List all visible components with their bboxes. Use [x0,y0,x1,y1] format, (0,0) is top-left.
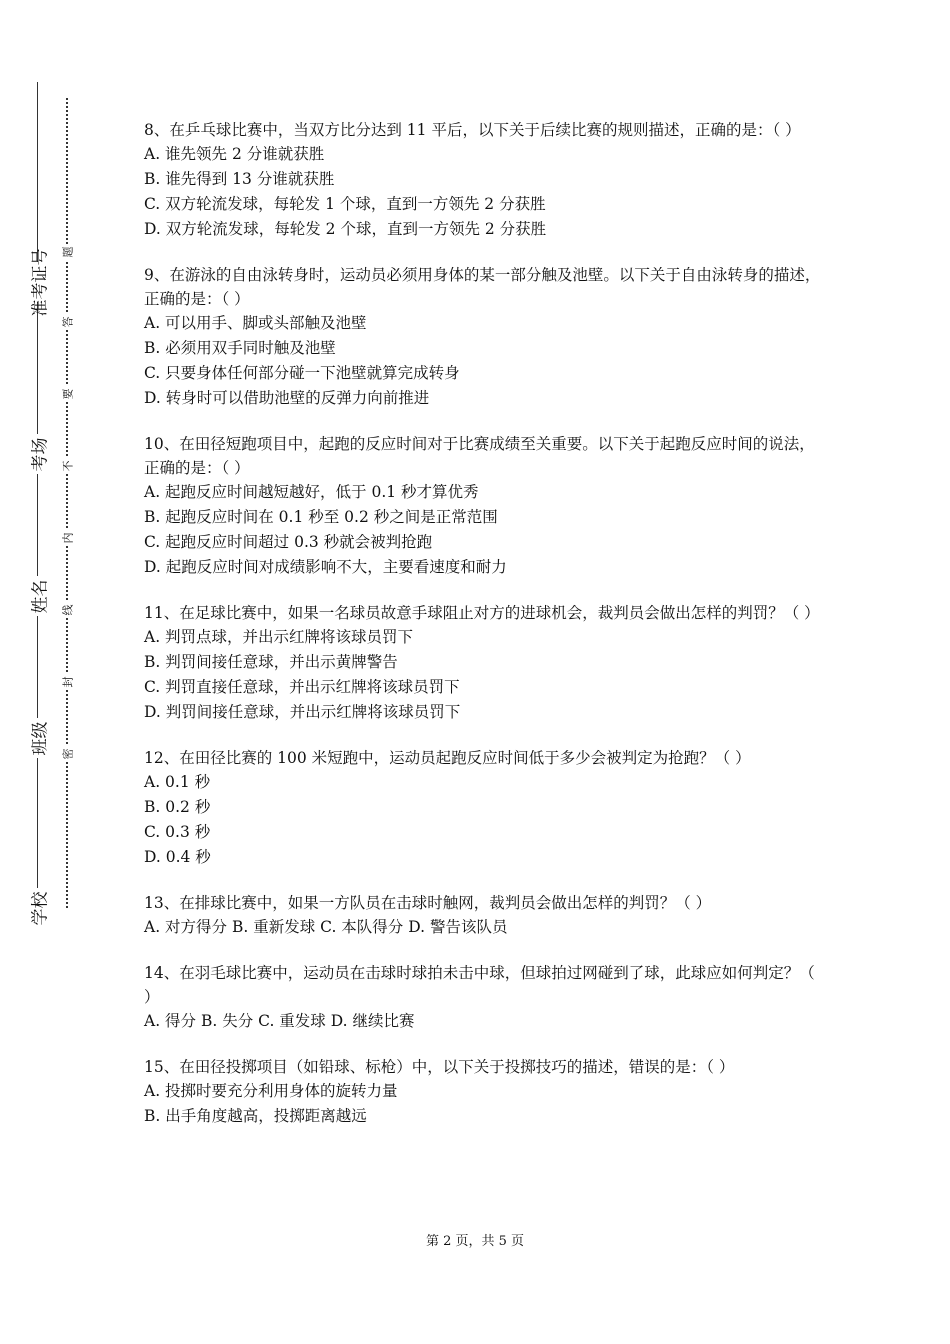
option-a: A. 0.1 秒 [144,773,211,791]
question-text: 15、在田径投掷项目（如铅球、标枪）中，以下关于投掷技巧的描述，错误的是：（ ） [144,1058,735,1076]
seal-char: 线 [59,602,75,618]
question-15 [144,1055,824,1129]
question-8 [144,118,824,242]
option-d: D. 双方轮流发球，每轮发 2 个球，直到一方领先 2 分获胜 [144,220,547,238]
class-label: 班级 [20,718,56,758]
question-text: 11、在足球比赛中，如果一名球员故意手球阻止对方的进球机会，裁判员会做出怎样的判罚？（ ） [144,604,820,622]
question-text: 14、在羽毛球比赛中，运动员在击球时球拍未击中球，但球拍过网碰到了球，此球应如何判定？（ ） [144,964,815,1006]
seal-char: 内 [59,530,75,546]
seal-char: 不 [59,458,75,474]
question-11 [144,601,824,725]
seal-char: 答 [59,314,75,330]
option-a: A. 起跑反应时间越短越好，低于 0.1 秒才算优秀 [144,483,479,501]
option-b: B. 起跑反应时间在 0.1 秒至 0.2 秒之间是正常范围 [144,508,498,526]
question-text: 9、在游泳的自由泳转身时，运动员必须用身体的某一部分触及池壁。以下关于自由泳转身的描述，正确的是：（ ） [144,266,821,308]
seal-dotted-line [66,98,68,908]
option-row: A. 对方得分 B. 重新发球 C. 本队得分 D. 警告该队员 [144,918,508,936]
question-9 [144,263,824,411]
option-row: A. 得分 B. 失分 C. 重发球 D. 继续比赛 [144,1012,415,1030]
question-list [144,118,824,1150]
option-b: B. 必须用双手同时触及池壁 [144,339,336,357]
option-c: C. 判罚直接任意球，并出示红牌将该球员罚下 [144,678,460,696]
seal-char: 要 [59,386,75,402]
option-d: D. 0.4 秒 [144,848,211,866]
question-text: 8、在乒乓球比赛中，当双方比分达到 11 平后，以下关于后续比赛的规则描述，正确的是：（ ） [144,121,801,139]
option-b: B. 0.2 秒 [144,798,211,816]
option-a: A. 可以用手、脚或头部触及池壁 [144,314,367,332]
school-label: 学校 [20,888,56,928]
question-13 [144,891,824,940]
page-footer: 第 2 页，共 5 页 [425,1234,525,1249]
option-d: D. 转身时可以借助池壁的反弹力向前推进 [144,389,430,407]
question-14 [144,961,824,1034]
option-a: A. 谁先领先 2 分谁就获胜 [144,145,325,163]
seal-char: 密 [59,746,75,762]
option-c: C. 0.3 秒 [144,823,211,841]
seal-char: 题 [59,244,75,260]
option-c: C. 起跑反应时间超过 0.3 秒就会被判抢跑 [144,533,433,551]
question-12 [144,746,824,870]
option-b: B. 谁先得到 13 分谁就获胜 [144,170,335,188]
question-text: 13、在排球比赛中，如果一方队员在击球时触网，裁判员会做出怎样的判罚？（ ） [144,894,712,912]
seal-char: 封 [59,674,75,690]
option-d: D. 起跑反应时间对成绩影响不大，主要看速度和耐力 [144,558,507,576]
question-10 [144,432,824,580]
binding-solid-line [37,82,38,922]
option-a: A. 判罚点球，并出示红牌将该球员罚下 [144,628,414,646]
exam-number-label: 准考证号 [20,262,56,302]
option-c: C. 双方轮流发球，每轮发 1 个球，直到一方领先 2 分获胜 [144,195,546,213]
option-d: D. 判罚间接任意球，并出示红牌将该球员罚下 [144,703,461,721]
option-b: B. 判罚间接任意球，并出示黄牌警告 [144,653,398,671]
name-label: 姓名 [20,576,56,616]
binding-margin [0,0,110,1344]
exam-room-label: 考场 [20,434,56,474]
option-c: C. 只要身体任何部分碰一下池壁就算完成转身 [144,364,460,382]
option-a: A. 投掷时要充分利用身体的旋转力量 [144,1082,398,1100]
question-text: 12、在田径比赛的 100 米短跑中，运动员起跑反应时间低于多少会被判定为抢跑？（ ） [144,749,751,767]
question-text: 10、在田径短跑项目中，起跑的反应时间对于比赛成绩至关重要。以下关于起跑反应时间的说法，正确的是：（ ） [144,435,815,477]
option-b: B. 出手角度越高，投掷距离越远 [144,1107,367,1125]
